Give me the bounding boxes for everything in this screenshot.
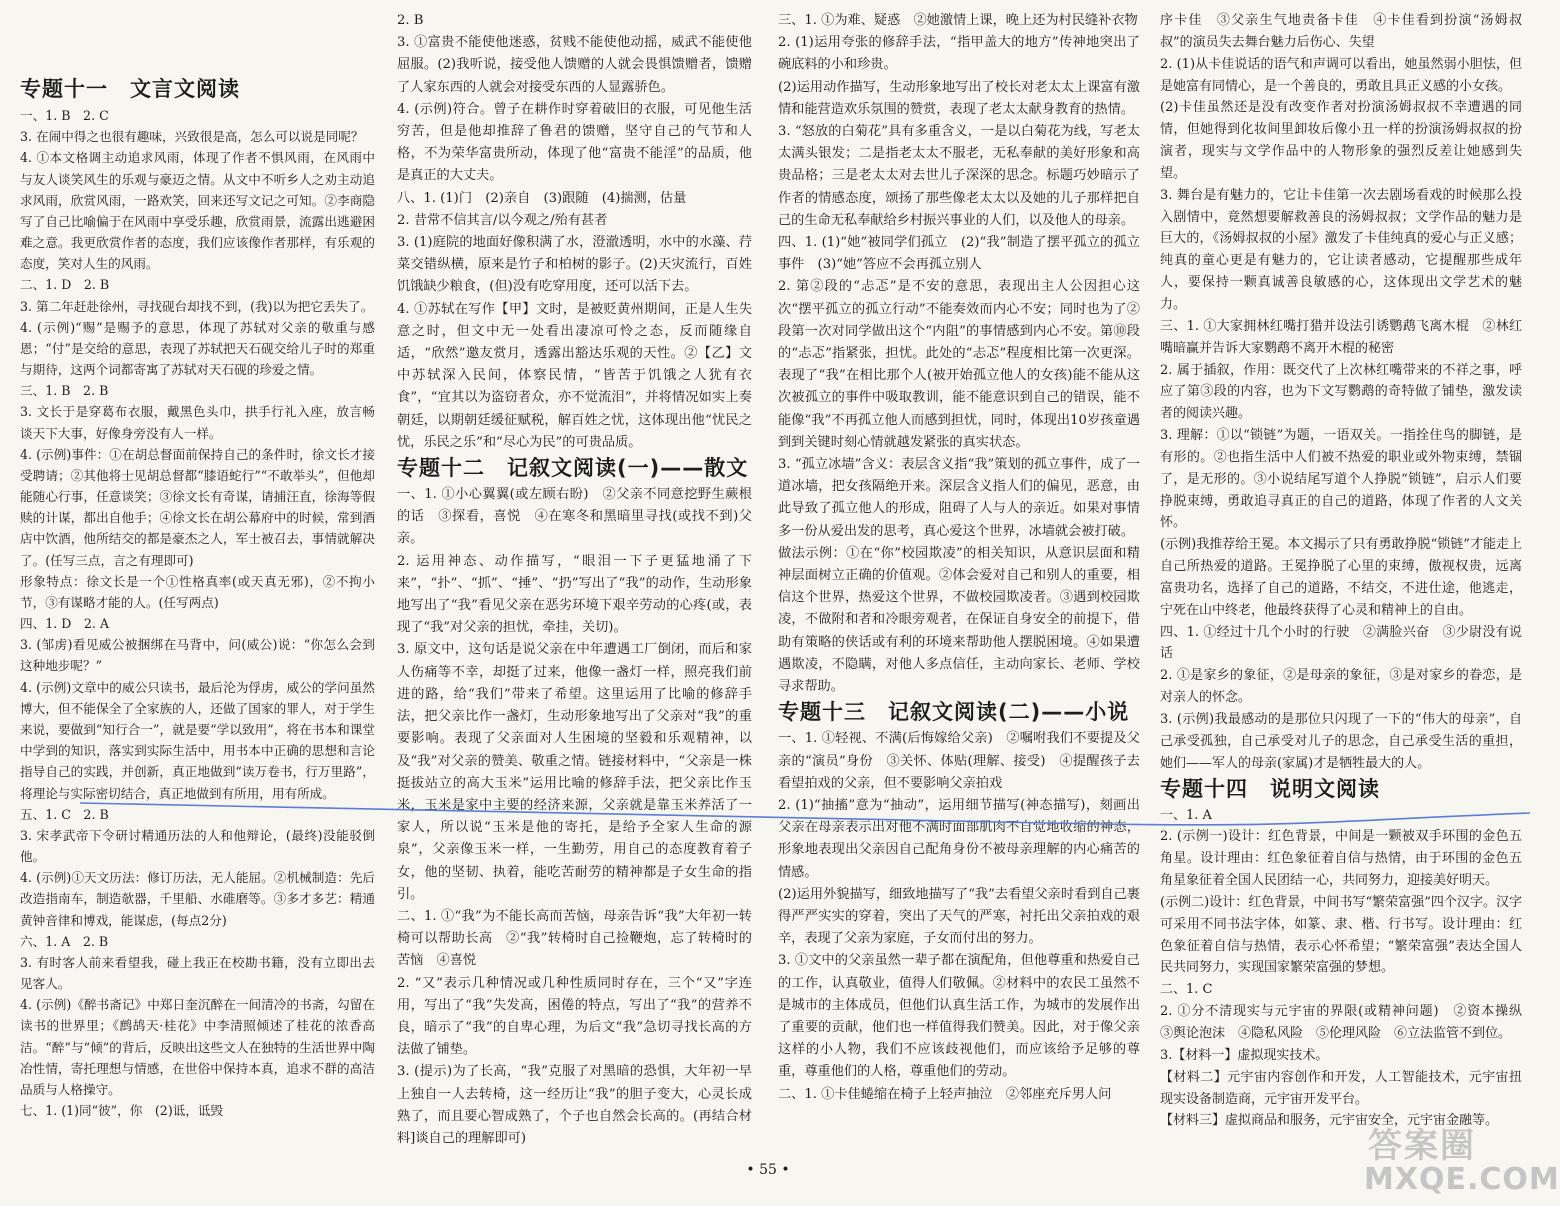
answer-paragraph: 4. (示例)文章中的威公只读书，最后沦为俘虏，威公的学问虽然博大，但不能保全了全家族的人，还做了国家的罪人，对于学生来说，要做到“知行合一”，就是要“学以致用”，将在书本和课堂中学到的知识，落实到实际生活中，用书本中正确的思想和言论指导自己的实践，并创新，真正地做到“读万卷书，行万里路”，将理论与实际密切结合，真正地做到有所用，用有所成。 (20, 679, 375, 801)
answer-paragraph: 2. 第②段的“忐忑”是不安的意思，表现出主人公因担心这次“摆平孤立的孤立行动”不能奏效而内心不安；同时也为了②段第一次对同学做出这个“内阻”的事情感到内心不安。第⑩段的“忐忑”指紧张，担忧。此处的“忐忑”程度相比第一次更深。表现了“我”在相比那个人(被开始孤立他人的女孩)能不能从这次被孤立的事件中吸取教训，能不能意识到自己的错误，能不能像“我”不再孤立他人而感到担忧，同时，体现出10岁孩童遇到到关键时刻心情就越发紧张的真实状态。 (778, 279, 1140, 450)
answer-paragraph: 3. 文长于是穿葛布衣服，戴黑色头巾，拱手行礼入座，放言畅谈天下大事，好像身旁没有人一样。 (20, 404, 375, 441)
answer-paragraph: (示例二)设计：红色背景，中间书写“繁荣富强”四个汉字。汉字可采用不同书法字体，如篆、隶、楷、行书写。设计理由：红色象征着自信与热情，表示心怀希望；“繁荣富强”表达全国人民共同努力，实现国家繁荣富强的梦想。 (1160, 894, 1522, 976)
answer-paragraph: 2. (1)从卡佳说话的语气和声调可以看出，她虽然弱小胆怯，但是她富有同情心，是一个善良的，勇敢且具正义感的小女孩。 (1160, 56, 1522, 94)
answer-paragraph: 【材料三】虚拟商品和服务，元宇宙安全，元宇宙金融等。 (1160, 1113, 1499, 1129)
answer-paragraph: 2. ①是家乡的象征，②是母亲的象征，③是对家乡的眷恋，是对亲人的怀念。 (1160, 668, 1522, 706)
answer-paragraph: 3. (1)庭院的地面好像积满了水，澄澈透明，水中的水藻、荇菜交错纵横，原来是竹子和柏树的影子。(2)天灾流行，百姓饥饿缺少粮食，(但)没有吃穿用度，还可以活下去。 (397, 235, 752, 295)
answer-paragraph: 一、1. A (1160, 807, 1212, 823)
answer-paragraph: 三、1. ①大家拥林红嘴打猎并设法引诱鹦鹉飞离木棍 ②林红嘴暗赢并告诉大家鹦鹉不离开木棍的秘密 (1160, 318, 1522, 356)
answer-paragraph: 一、1. B 2. C (20, 108, 109, 123)
answer-paragraph: 三、1. ①为难、疑惑 ②她激情上课，晚上还为村民缝补衣物 (778, 13, 1138, 28)
answer-paragraph: 八、1. (1)门 (2)亲自 (3)跟随 (4)揣测，估量 (397, 190, 687, 206)
answer-paragraph: 一、1. ①轻视、不满(后悔嫁给父亲) ②嘱咐我们不要提及父亲的“演员”身份 ③关怀、体贴(理解、接受) ④提醒孩子去看望拍戏的父亲，但不要影响父亲拍戏 (778, 731, 1140, 791)
answer-paragraph: 3. ①文中的父亲虽然一辈子都在演配角，但他尊重和热爱自己的工作，认真敬业，值得人们敬佩。②材料中的农民工虽然不是城市的主体成员，但他们认真生活工作，为城市的发展作出了重要的贡献，他们也一样值得我们赞美。因此，对于像父亲这样的小人物，我们不应该歧视他们，而应该给予足够的尊重，尊重他们的人格，尊重他们的劳动。 (778, 953, 1140, 1080)
column-1 (20, 10, 375, 1121)
watermark-url: MXQE.COM (1364, 1162, 1560, 1197)
answer-paragraph: 4. (示例)符合。曾子在耕作时穿着破旧的衣服，可见他生活穷苦，但是他却推辞了鲁君的馈赠，坚守自己的气节和人格，不为荣华富贵所动，体现了他“富贵不能淫”的品质，他是真正的大丈夫。 (397, 101, 752, 184)
section-heading: 专题十一 文言文阅读 (20, 77, 240, 101)
section-heading: 专题十二 记叙文阅读(一)——散文 (397, 456, 749, 481)
answer-paragraph: 2. (1)“抽搐”意为“抽动”，运用细节描写(神态描写)，刻画出父亲在母亲表示出对他不满时面部肌肉不自觉地收缩的神态，形象地表现出父亲因自己配角身份不被母亲理解的内心痛苦的情感。 (778, 797, 1140, 880)
answer-paragraph: 五、1. C 2. B (20, 806, 109, 822)
answer-paragraph: 2. 昔常不信其言/以今观之/殆有甚者 (397, 212, 608, 228)
answer-paragraph: 3. 舞台是有魅力的，它让卡佳第一次去剧场看戏的时候那么投入剧情中，竟然想要解救善良的汤姆叔叔；文学作品的魅力是巨大的，《汤姆叔叔的小屋》激发了卡佳纯真的爱心与正义感；纯真的童心更是有魅力的，它让读者感动，它提醒那些成年人，要保持一颗真诚善良敏感的心，这体现出文学艺术的魅力。 (1160, 187, 1522, 312)
answer-paragraph: 四、1. (1)“她”被同学们孤立 (2)“我”制造了摆平孤立的孤立事件 (3)“她”答应不会再孤立别人 (778, 235, 1140, 273)
answer-paragraph: 2. “又”表示几种情况或几种性质同时存在，三个“又”字连用，写出了“我”失发高，困倦的特点，写出了“我”的营养不良，暗示了“我”的自卑心理，为后文“我”急切寻找长高的方法做了铺垫。 (397, 975, 752, 1058)
answer-paragraph: 3.【材料一】虚拟现实技术。 (1160, 1047, 1329, 1063)
answer-paragraph: 【材料二】元宇宙内容创作和开发，人工智能技术，元宇宙扭现实设备制造商，元宇宙开发平台。 (1160, 1069, 1522, 1107)
answer-paragraph: 2. 属于插叙，作用：既交代了上次林红嘴带来的不祥之事，呼应了第③段的内容，也为下文写鹦鹉的奇特做了铺垫，激发读者的阅读兴趣。 (1160, 362, 1522, 422)
answer-paragraph: (2)运用动作描写，生动形象地写出了校长对老太太上课富有激情和能营造欢乐氛围的赞赏，表现了老太太献身教育的热情。 (778, 79, 1140, 117)
answer-paragraph: 形象特点：徐文长是一个①性格真率(或天真无邪)，②不拘小节，③有谋略才能的人。(任写两点) (20, 573, 375, 610)
answer-paragraph: 二、1. ①“我”为不能长高而苦恼，母亲告诉“我”大年初一转椅可以帮助长高 ②“我”转椅时自己捡鞭炮，忘了转椅时的苦恼 ④喜悦 (397, 908, 752, 969)
answer-paragraph: 3. (提示)为了长高，“我”克服了对黑暗的恐惧，大年初一早上独自一人去转椅，这一经历让“我”的胆子变大，心灵长成熟了，而且要心智成熟了，个子也自然会长高的。(再结合材料]谈自己的理解即可) (397, 1064, 752, 1146)
column-3 (778, 10, 1140, 1106)
answer-paragraph: 4. ①苏轼在写作【甲】文时，是被贬黄州期间，正是人生失意之时，但文中无一处看出凄凉可怜之态，反而随缘自适，“欣然”邀友赏月，透露出豁达乐观的天性。②【乙】文中苏轼深入民间，体察民情，“皆苦于饥饿之人犹有衣食”，“宜其以为盗窃者众，亦不觉流泪”，并将情况如实上奏朝廷，以期朝廷缓征赋税，解百姓之忧，这体现出他“忧民之忧，乐民之乐”和“尽心为民”的可贵品质。 (397, 301, 752, 450)
page-number: • 55 • (746, 1162, 790, 1178)
column-2 (397, 10, 752, 1150)
answer-paragraph: 2. 运用神态、动作描写，“眼泪一下子更猛地涌了下来”，“扑”、“抓”、“捶”、“扔”写出了“我”的动作，生动形象地写出了“我”看见父亲在恶劣环境下艰辛劳动的心疼(或，表现了“我”对父亲的担忧，牵挂，关切)。 (397, 553, 752, 636)
answer-paragraph: 2. B (397, 13, 424, 28)
answer-paragraph: 3. ①富贵不能使他迷惑，贫贱不能使他动摇，威武不能使他屈服。(2)我听说，接受他人馈赠的人就会畏惧馈赠者，馈赠了人家东西的人就会对接受东西的人显露骄色。 (397, 35, 752, 95)
answer-paragraph: 3. 第二年赶赴徐州，寻找砚台却找不到，(我)以为把它丢失了。 (20, 298, 374, 314)
watermark-brand: 答案圈 (1368, 1126, 1476, 1166)
answer-paragraph: 3. “孤立冰墙”含义：表层含义指“我”策划的孤立事件，成了一道冰墙，把女孩隔绝开来。深层含义指人们的偏见，恶意，由此导致了孤立他人的形成，阻碍了人与人的亲近。如果对事情多一份从爱出发的思考，真心爱这个世界，冰墙就会被打破。 (778, 457, 1140, 539)
answer-paragraph: 4. (示例)①天文历法：修订历法，无人能屈。②机械制造：先后改造指南车，制造欹器，千里船、水碓磨等。③多才多艺：精通黄钟音律和博戏，能谋虑，(每点2分) (20, 870, 375, 928)
answer-paragraph: 做法示例：①在“你”校园欺凌”的相关知识，从意识层面和精神层面树立正确的价值观。②体会爱对自己和别人的重要，相信这个世界，热爱这个世界，不做校园欺凌者。③遇到校园欺凌，不做附和者和冷眼旁观者，在保证自身安全的前提下，借助有策略的侠话或有利的环境来帮助他人摆脱困境。④如果遭遇欺凌，不隐瞒，对他人多点信任，主动向家长、老师、学校寻求帮助。 (778, 545, 1140, 695)
section-heading: 专题十四 说明文阅读 (1160, 776, 1380, 801)
answer-paragraph: 3. (示例)我最感动的是那位只闪现了一下的“伟大的母亲”，自己承受孤独，自己承受对儿子的思念，自己承受生活的重担，她们——军人的母亲(家属)才是牺牲最大的人。 (1160, 712, 1522, 771)
answer-paragraph: 四、1. ①经过十几个小时的行驶 ②满脸兴奋 ③少尉没有说话 (1160, 624, 1522, 662)
answer-paragraph: (2)卡佳虽然还是没有改变作者对扮演汤姆叔叔不幸遭遇的同情，但她得到化妆间里卸妆后像小丑一样的扮演汤姆叔叔的扮演者，现实与文学作品中的人物形象的强烈反差让她感到失望。 (1160, 100, 1522, 181)
answer-paragraph: 3. (邹虏)看见威公被捆绑在马背中，问(威公)说：“你怎么会到这种地步呢？” (20, 637, 375, 674)
answer-paragraph: 2. (示例一)设计：红色背景，中间是一颗被双手环围的金色五角星。设计理由：红色象征着自信与热情，由于环围的金色五角星象征着全国人民团结一心，共同努力，迎接美好明天。 (1160, 829, 1522, 889)
answer-paragraph: 3. 在闹中得之也很有趣味，兴致很是高，怎么可以说是同呢？ (20, 129, 364, 145)
answer-paragraph: 二、1. ①卡佳蜷缩在椅子上轻声抽泣 ②邻座充斥男人问 (778, 1086, 1112, 1102)
answer-paragraph: 序卡佳 ③父亲生气地责备卡佳 ④卡佳看到扮演“汤姆叔叔”的演员失去舞台魅力后伤心、失望 (1160, 13, 1522, 50)
answer-paragraph: 三、1. B 2. B (20, 383, 109, 399)
answer-paragraph: 3. “怒放的白菊花”具有多重含义，一是以白菊花为线，写老太太满头银发；二是指老太太不服老，无私奉献的美好形象和高贵品格；三是老太太对去世儿子深深的思念。标题巧妙暗示了作者的情感态度，颂扬了那些像老太太以及她的儿子那样把自己的生命无私奉献给乡村振兴事业的人们，以及他人的母亲。 (778, 124, 1140, 228)
column-4 (1160, 10, 1536, 1132)
answer-paragraph: 4. ①本文格调主动追求风雨，体现了作者不惧风雨，在风雨中与友人谈笑风生的乐观与豪迈之情。从文中不听乡人之劝主动追求风雨，欣赏风雨，一路欢笑，回来还写文记之可知。②李商隐写了自己比喻偏于在风雨中享受乐趣，欣赏雨景，流露出逃避困难之意。我更欣赏作者的态度，我们应该像作者那样，有乐观的态度，笑对人生的风雨。 (20, 150, 375, 272)
answer-paragraph: 2. (1)运用夸张的修辞手法，“指甲盖大的地方”传神地突出了碗底料的小和珍贵。 (778, 35, 1140, 73)
answer-paragraph: 二、1. C (1160, 982, 1213, 998)
answer-paragraph: 2. ①分不清现实与元宇宙的界限(或精神问题) ②资本操纵 ③舆论泡沫 ④隐私风险 ⑤伦理风险 ⑥立法监管不到位。 (1160, 1004, 1536, 1041)
answer-paragraph: 3. 有时客人前来看望我，碰上我正在校勘书籍，没有立即出去见客人。 (20, 954, 375, 992)
answer-paragraph: 3. 原文中，这句话是说父亲在中年遭遇工厂倒闭，而后和家人伤痛等不幸，却挺了过来，他像一盏灯一样，照亮我们前进的路，给“我们”带来了希望。这里运用了比喻的修辞手法，把父亲比作一盏灯，生动形象地写出了父亲对“我”的重要影响。表现了父亲面对人生困境的坚毅和乐观精神，以及“我”对父亲的赞美、敬重之情。链接材料中，“父亲是一株挺拔站立的高大玉米”运用比喻的修辞手法，把父亲比作玉米，玉米是家中主要的经济来源，父亲就是靠玉米养活了一家人，所以说“玉米是他的寄托，是给予全家人生命的源泉”，父亲像玉米一样，一生勤劳，用自己的态度教育着子女，他的坚韧、执着，能吃苦耐劳的精神都是子女生命的指引。 (397, 642, 752, 902)
answer-paragraph: (2)运用外貌描写，细致地描写了“我”去看望父亲时看到自己裹得严严实实的穿着，突出了天气的严寒，衬托出父亲拍戏的艰辛，表现了父亲为家庭，子女而付出的努力。 (778, 886, 1140, 947)
answer-paragraph: 六、1. A 2. B (20, 933, 109, 949)
answer-paragraph: 3. 宋孝武帝下令研讨精通历法的人和他辩论，(最终)没能驳倒他。 (20, 827, 375, 865)
answer-paragraph: 4. (示例)“赐”是赐予的意思，体现了苏轼对父亲的敬重与感恩；“付”是交给的意思，表现了苏轼把天石砚交给儿子时的郑重与期待，这两个词都寄寓了苏轼对天石砚的珍爱之情。 (20, 319, 375, 378)
answer-paragraph: 二、1. D 2. B (20, 277, 110, 293)
answer-paragraph: 七、1. (1)同“彼”，你 (2)诋，诋毁 (20, 1103, 224, 1119)
answer-paragraph: 一、1. ①小心翼翼(或左顾右盼) ②父亲不同意挖野生蕨根的话 ③探看，喜悦 ④在寒冬和黑暗里寻找(或找不到)父亲。 (397, 487, 752, 547)
answer-paragraph: 4. (示例)事件：①在胡总督面前保持自己的条件时，徐文长才接受聘请；②其他将士见胡总督都“膝语蛇行”“不敢举头”，但他却能随心行事，任意谈笑；③徐文长有奇谋，请捕汪直，徐海等假赎的计谋，都出自他手；④徐文长在胡公幕府中的时候，常到酒店中饮酒，他所结交的都是豪杰之人，军士被召去，事情就解决了。(任写三点，言之有理即可) (20, 446, 375, 568)
answer-paragraph: 四、1. D 2. A (20, 616, 110, 632)
section-heading: 专题十三 记叙文阅读(二)——小说 (778, 700, 1130, 725)
answer-paragraph: (示例)我推荐给王冕。本文揭示了只有勇敢挣脱“锁链”才能走上自己所热爱的道路。王冕挣脱了心里的束缚，傲视权贵，远离富贵功名，选择了自己的道路，不结交，不进仕途，他逃走，宁死在山中终老，他最终获得了心灵和精神上的自由。 (1160, 537, 1522, 618)
answer-paragraph: 4. (示例)《醉书斋记》中郑日奎沉醉在一间清冷的书斋，勾留在读书的世界里；《鹧鸪天·桂花》中李清照倾述了桂花的浓香高洁。“醉”与“倾”的背后，反映出这些文人在独特的生活世界中陶冶性情，寄托理想与情感，在世俗中保持本真，追求不群的高洁品质与人格操守。 (20, 997, 375, 1097)
answer-paragraph: 3. 理解：①以“锁链”为题，一语双关。一指拴住鸟的脚链，是有形的。②也指生活中人们被不热爱的职业或外物束缚，禁锢了，是无形的。③小说结尾写道个人挣脱“锁链”，启示人们要挣脱束缚，勇敢追寻真正的自己的道路，体现了作者的人文关怀。 (1160, 428, 1522, 531)
